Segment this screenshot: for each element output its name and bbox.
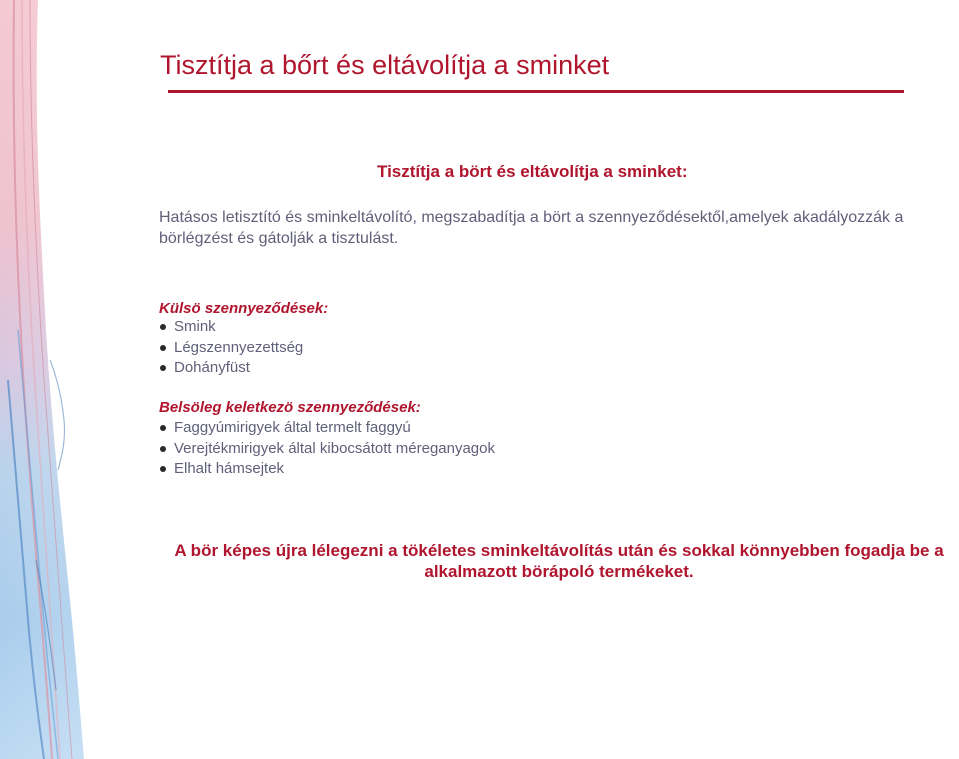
section-subheading: Tisztítja a bört és eltávolítja a sminket: bbox=[377, 162, 688, 181]
bullet-icon bbox=[160, 425, 166, 431]
internal-impurities-list bbox=[159, 418, 495, 480]
list-item bbox=[159, 459, 495, 480]
list-item bbox=[159, 338, 303, 359]
list-item-text: Verejtékmirigyek által kibocsátott méreganyagok bbox=[174, 439, 495, 457]
skin-cross-section-image bbox=[0, 0, 150, 759]
bullet-icon bbox=[160, 365, 166, 371]
list-item bbox=[159, 418, 495, 439]
list-item bbox=[159, 317, 303, 338]
list-item-text: Elhalt hámsejtek bbox=[174, 460, 285, 477]
list-item bbox=[159, 439, 495, 460]
list-item-text: Faggyúmirigyek által termelt faggyú bbox=[174, 419, 411, 436]
internal-impurities-heading: Belsöleg keletkezö szennyeződések: bbox=[159, 399, 421, 416]
external-impurities-heading: Külsö szennyeződések: bbox=[159, 300, 329, 317]
external-impurities-list bbox=[159, 317, 303, 379]
bullet-icon bbox=[160, 324, 166, 330]
page-title: Tisztítja a bőrt és eltávolítja a sminket bbox=[160, 50, 610, 80]
list-item bbox=[159, 358, 303, 379]
intro-paragraph: Hatásos letisztító és sminkeltávolító, megszabadítja a bört a szennyeződésektől,amelyek akadályozzák a börlégzést és gátolják a tisztulást. bbox=[159, 209, 904, 247]
list-item-text: Dohányfüst bbox=[174, 359, 250, 376]
bullet-icon bbox=[160, 466, 166, 472]
list-item-text: Smink bbox=[174, 318, 216, 335]
closing-statement: A bör képes újra lélegezni a tökéletes sminkeltávolítás után és sokkal könnyebben fogadja be a alkalmazott börápoló termékeket. bbox=[174, 541, 944, 581]
bullet-icon bbox=[160, 345, 166, 351]
bullet-icon bbox=[160, 446, 166, 452]
title-divider bbox=[168, 90, 904, 93]
list-item-text: Légszennyezettség bbox=[174, 338, 304, 356]
